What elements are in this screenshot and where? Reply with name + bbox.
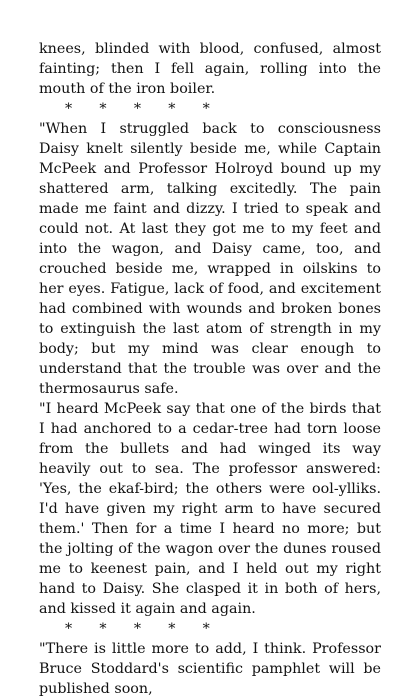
paragraph-little-more: "There is little more to add, I think. Professor Bruce Stoddard's scientific pamphlet will be published soon, (39, 641, 381, 697)
paragraph-mcpeek: "I heard McPeek say that one of the birds that I had anchored to a cedar-tree had torn loose from the bullets and had winged its way heavily out to sea. The professor answered: 'Yes, the ekaf-bird; the others were ool-ylliks. I'd have given my right arm to have secured them.' Then for a time I heard no more; but the jolting of the wagon over the dunes roused me to keenest pain, and I held out my right hand to Daisy. She clasped it in both of hers, and kissed it again and again. (39, 401, 381, 617)
document-page (39, 39, 381, 699)
paragraph-consciousness: "When I struggled back to consciousness Daisy knelt silently beside me, while Captain McPeek and Professor Holroyd bound up my shattered arm, talking excitedly. The pain made me faint and dizzy. I tried to speak and could not. At last they got me to my feet and into the wagon, and Daisy came, too, and crouched beside me, wrapped in oilskins to her eyes. Fatigue, lack of food, and excitement had combined with wounds and broken bones to extinguish the last atom of strength in my body; but my mind was clear enough to understand that the trouble was over and the thermosaurus safe. (39, 121, 381, 397)
section-break-2: * * * * * (65, 621, 210, 637)
section-break-1: * * * * * (65, 101, 210, 117)
paragraph-knees: knees, blinded with blood, confused, almost fainting; then I fell again, rolling into the mouth of the iron boiler. (39, 41, 381, 97)
